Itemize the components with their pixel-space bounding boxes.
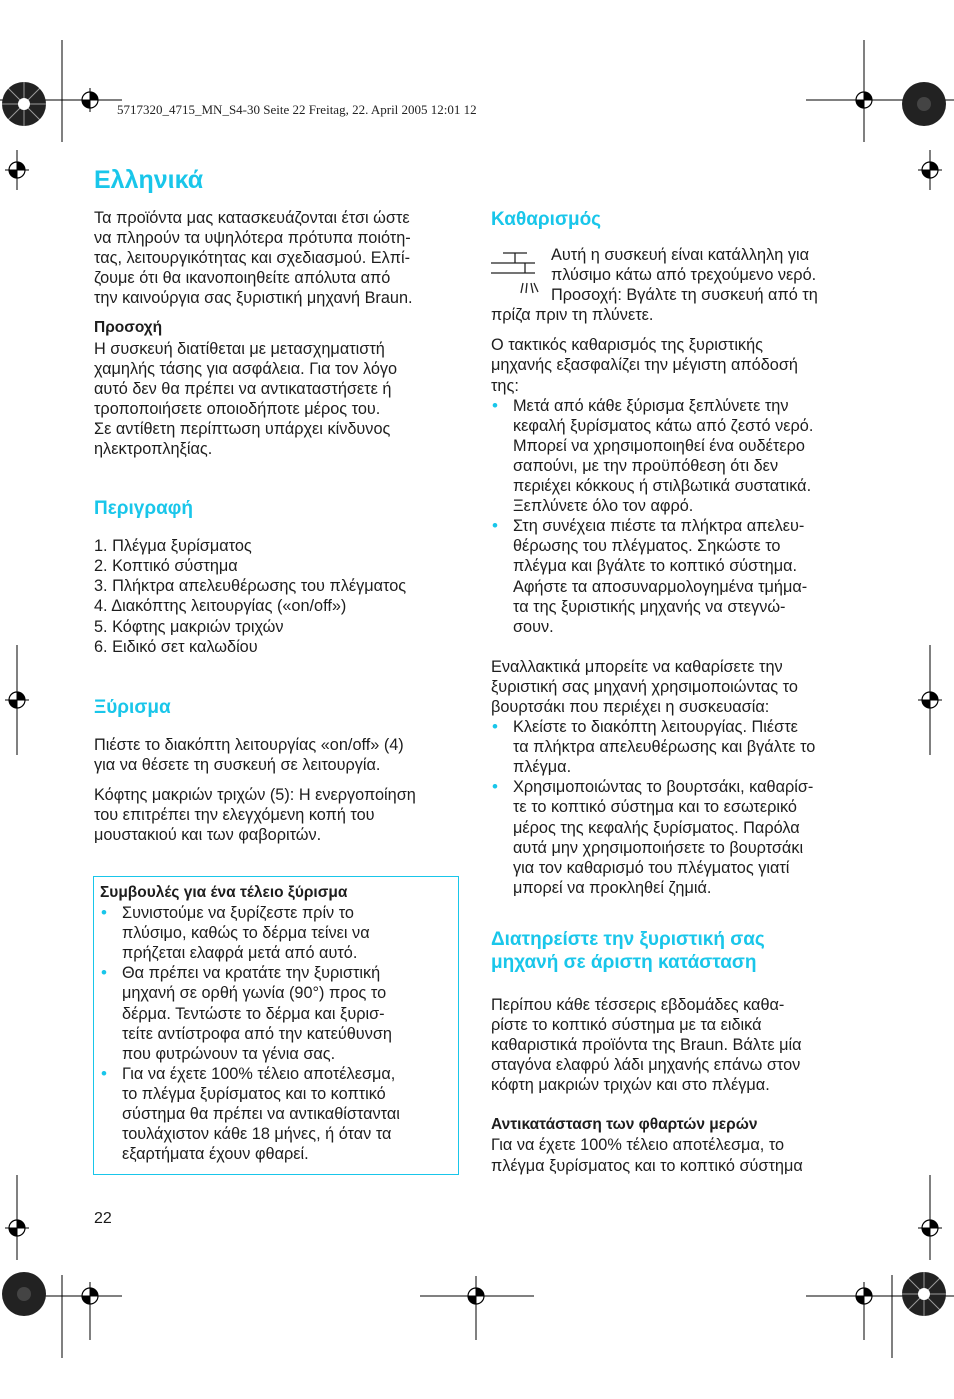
list-item: 2. Κοπτικό σύστημα: [94, 557, 238, 576]
text-line: την καινούργια σας ξυριστική μηχανή Braun.: [94, 289, 413, 308]
text-line: πλέγμα και βγάλτε το κοπτικό σύστημα.: [513, 557, 798, 576]
heading-line: μηχανή σε άριστη κατάσταση: [491, 951, 757, 973]
text-line: • Για να έχετε 100% τέλειο αποτέλεσμα,: [122, 1064, 396, 1083]
print-imprint: 5717320_4715_MN_S4-30 Seite 22 Freitag, 22. April 2005 12:01 12: [117, 102, 477, 117]
text-line: Τα προϊόντα μας κατασκευάζονται έτσι ώστε: [94, 209, 410, 227]
text-line: σουν.: [513, 617, 554, 636]
replacement-paragraph: [491, 1135, 861, 1175]
registration-mark-icon: [918, 645, 942, 755]
text-line: Μπορεί να χρησιμοποιηθεί ένα ουδέτερο: [513, 436, 805, 455]
text-line: πλύσιμο κάτω από τρεχούμενο νερό.: [551, 266, 817, 285]
registration-mark-icon: [78, 88, 102, 112]
text-line: Αφήστε τα αποσυναρμολογημένα τμήμα-: [513, 577, 808, 596]
list-item: [100, 963, 456, 1063]
faucet-water-icon: [491, 247, 541, 301]
page-title: Ελληνικά: [94, 166, 204, 194]
text-line: Προσοχή: Βγάλτε τη συσκευή από τη: [551, 286, 818, 305]
registration-mark-icon: [918, 1175, 942, 1260]
text-line: μέρος της κεφαλής ξυρίσματος. Παρόλα: [513, 818, 800, 837]
text-line: πλέγμα ξυρίσματος και το κοπτικό σύστημα: [491, 1156, 803, 1175]
registration-mark-icon: [468, 1288, 484, 1304]
text-line: χαμηλής τάσης για ασφάλεια. Για τον λόγο: [94, 359, 398, 378]
list-item: [100, 903, 456, 963]
text-line: μηχανή σε ορθή γωνία (90°) προς το: [122, 984, 387, 1003]
color-target-icon: [2, 1272, 46, 1316]
cleaning-paragraph-1: [491, 335, 861, 395]
registration-mark-icon: [5, 645, 29, 755]
color-target-icon: [902, 1272, 946, 1316]
left-column: [94, 208, 464, 845]
cleaning-paragraph-2: [491, 657, 861, 717]
washable-note: [491, 245, 861, 325]
registration-mark-icon: [852, 88, 876, 112]
caution-paragraph: [94, 339, 464, 460]
text-line: ηλεκτροπληξίας.: [94, 440, 213, 459]
text-line: πλέγμα.: [513, 758, 572, 777]
right-column: [491, 208, 861, 1176]
list-item: 6. Ειδικό σετ καλωδίου: [94, 637, 258, 656]
text-line: πρήζεται ελαφρά μετά από αυτό.: [122, 944, 358, 963]
shaving-paragraph-2: [94, 785, 464, 845]
color-target-icon: [902, 82, 946, 126]
text-line: πρίζα πριν τη πλύνετε.: [491, 306, 654, 325]
text-line: που φυτρώνουν τα γένια σας.: [122, 1044, 336, 1063]
list-item: [491, 717, 861, 777]
text-line: του επιτρέπει την ελεγχόμενη κοπή του: [94, 805, 375, 824]
text-line: • Μετά από κάθε ξύρισμα ξεπλύνετε την: [513, 396, 789, 415]
text-line: Πιέστε το διακόπτη λειτουργίας «on/off» (4): [94, 735, 404, 754]
maintenance-paragraph: [491, 995, 861, 1095]
registration-mark-icon: [5, 150, 29, 190]
text-line: καθαριστικά προϊόντα της Braun. Βάλτε μία: [491, 1036, 802, 1055]
text-line: • Χρησιμοποιώντας το βουρτσάκι, καθαρίσ-: [513, 778, 814, 797]
shaving-paragraph-1: [94, 735, 464, 775]
text-line: Η συσκευή διατίθεται με μετασχηματιστή: [94, 339, 385, 358]
text-line: μπορεί να προκληθεί ζημιά.: [513, 878, 712, 897]
list-item: 5. Κόφτης μακριών τριχών: [94, 617, 284, 636]
registration-mark-icon: [5, 1175, 29, 1260]
parts-list: [94, 536, 464, 657]
text-line: θέρωσης του πλέγματος. Σηκώστε το: [513, 537, 781, 556]
tips-title: Συμβουλές για ένα τέλειο ξύρισμα: [100, 884, 348, 901]
registration-mark-icon: [82, 1288, 98, 1304]
text-line: ρίστε το κοπτικό σύστημα με τα ειδικά: [491, 1016, 762, 1034]
text-line: δέρμα. Τεντώστε το δέρμα και ξυρισ-: [122, 1004, 385, 1023]
list-item: 3. Πλήκτρα απελευθέρωσης του πλέγματος: [94, 577, 407, 596]
registration-mark-icon: [918, 150, 942, 190]
text-line: • Κλείστε το διακόπτη λειτουργίας. Πιέστε: [513, 718, 798, 737]
text-line: πλύσιμο, καθώς το δέρμα τείνει να: [122, 924, 370, 943]
text-line: αυτά μην χρησιμοποιήσετε το βουρτσάκι: [513, 838, 804, 857]
text-line: • Θα πρέπει να κρατάτε την ξυριστική: [122, 964, 381, 983]
caution-title: Προσοχή: [94, 319, 163, 337]
page-number: 22: [94, 1210, 112, 1227]
registration-mark-icon: [856, 1288, 872, 1304]
cleaning-heading: Καθαρισμός: [491, 209, 602, 230]
text-line: τείτε αντίστροφα από την κατεύθυνση: [122, 1024, 392, 1043]
text-line: Ο τακτικός καθαρισμός της ξυριστικής: [491, 336, 763, 355]
text-line: για τον καθαρισμό του πλέγματος γιατί: [513, 858, 790, 877]
text-line: τα της ξυριστικής μηχανής να στεγνώ-: [513, 597, 786, 616]
text-line: κόφτη μακριών τριχών και στο πλέγμα.: [491, 1076, 770, 1095]
text-line: σαπούνι, με την προϋπόθεση ότι δεν: [513, 456, 779, 475]
text-line: ζουμε ότι θα ικανοποιηθείτε απόλυτα από: [94, 269, 391, 288]
text-line: Για να έχετε 100% τέλειο αποτέλεσμα, το: [491, 1136, 785, 1155]
text-line: ξυριστική σας μηχανή χρησιμοποιώντας το: [491, 677, 798, 696]
text-line: μουστακιού και των φαβοριτών.: [94, 826, 322, 845]
maintenance-heading: [491, 928, 861, 974]
text-line: τροποποιήσετε οποιοδήποτε μέρος του.: [94, 399, 381, 418]
text-line: να πληρούν τα υψηλότερα πρότυπα ποιότη-: [94, 229, 411, 248]
text-line: Περίπου κάθε τέσσερις εβδομάδες καθα-: [491, 995, 785, 1014]
description-heading: Περιγραφή: [94, 498, 193, 520]
heading-line: Διατηρείστε την ξυριστική σας: [491, 928, 765, 950]
replacement-subheading: Αντικατάσταση των φθαρτών μερών: [491, 1116, 758, 1134]
list-item: [491, 777, 861, 898]
text-line: τα πλήκτρα απελευθέρωσης και βγάλτε το: [513, 738, 816, 757]
text-line: τουλάχιστον κάθε 18 μήνες, ή όταν τα: [122, 1125, 392, 1144]
text-line: περιέχει κόκκους ή στιλβωτικά συστατικά.: [513, 477, 812, 496]
text-line: σταγόνα ελαφρύ λάδι μηχανής επάνω στον: [491, 1056, 801, 1075]
text-line: αυτό δεν θα πρέπει να αντικαταστήσετε ή: [94, 379, 392, 398]
text-line: • Στη συνέχεια πιέστε τα πλήκτρα απελευ-: [513, 517, 805, 536]
list-item: [491, 396, 861, 517]
text-line: Αυτή η συσκευή είναι κατάλληλη για: [551, 246, 809, 264]
tips-content: [100, 883, 456, 1164]
text-line: βουρτσάκι που περιέχει η συσκευασία:: [491, 697, 770, 716]
text-line: Εναλλακτικά μπορείτε να καθαρίσετε την: [491, 657, 783, 676]
text-line: Ξεπλύνετε όλο τον αφρό.: [513, 497, 694, 516]
text-line: το πλέγμα ξυρίσματος και το κοπτικό: [122, 1084, 386, 1103]
text-line: εξαρτήματα έχουν φθαρεί.: [122, 1145, 309, 1164]
text-line: σύστημα θα πρέπει να αντικαθίστανται: [122, 1105, 400, 1124]
text-line: τας, λειτουργικότητας και σχεδιασμού. Ελπί-: [94, 249, 411, 268]
text-line: της:: [491, 376, 519, 395]
intro-paragraph: [94, 208, 464, 308]
text-line: • Συνιστούμε να ξυρίζεστε πρίν το: [122, 904, 354, 923]
text-line: τε το κοπτικό σύστημα και το εσωτερικό: [513, 798, 797, 817]
text-line: Κόφτης μακριών τριχών (5): Η ενεργοποίηση: [94, 785, 416, 804]
list-item: 1. Πλέγμα ξυρίσματος: [94, 537, 252, 556]
text-line: μηχανής εξασφαλίζει την μέγιστη απόδοσή: [491, 356, 798, 375]
text-line: κεφαλή ξυρίσματος κάτω από ζεστό νερό.: [513, 416, 814, 435]
list-item: 4. Διακόπτης λειτουργίας («on/off»): [94, 597, 347, 616]
shaving-heading: Ξύρισμα: [94, 696, 171, 718]
text-line: Σε αντίθετη περίπτωση υπάρχει κίνδυνος: [94, 419, 391, 438]
color-target-icon: [2, 82, 46, 126]
list-item: [100, 1064, 456, 1164]
list-item: [491, 516, 861, 637]
text-line: για να θέσετε τη συσκευή σε λειτουργία.: [94, 755, 381, 774]
